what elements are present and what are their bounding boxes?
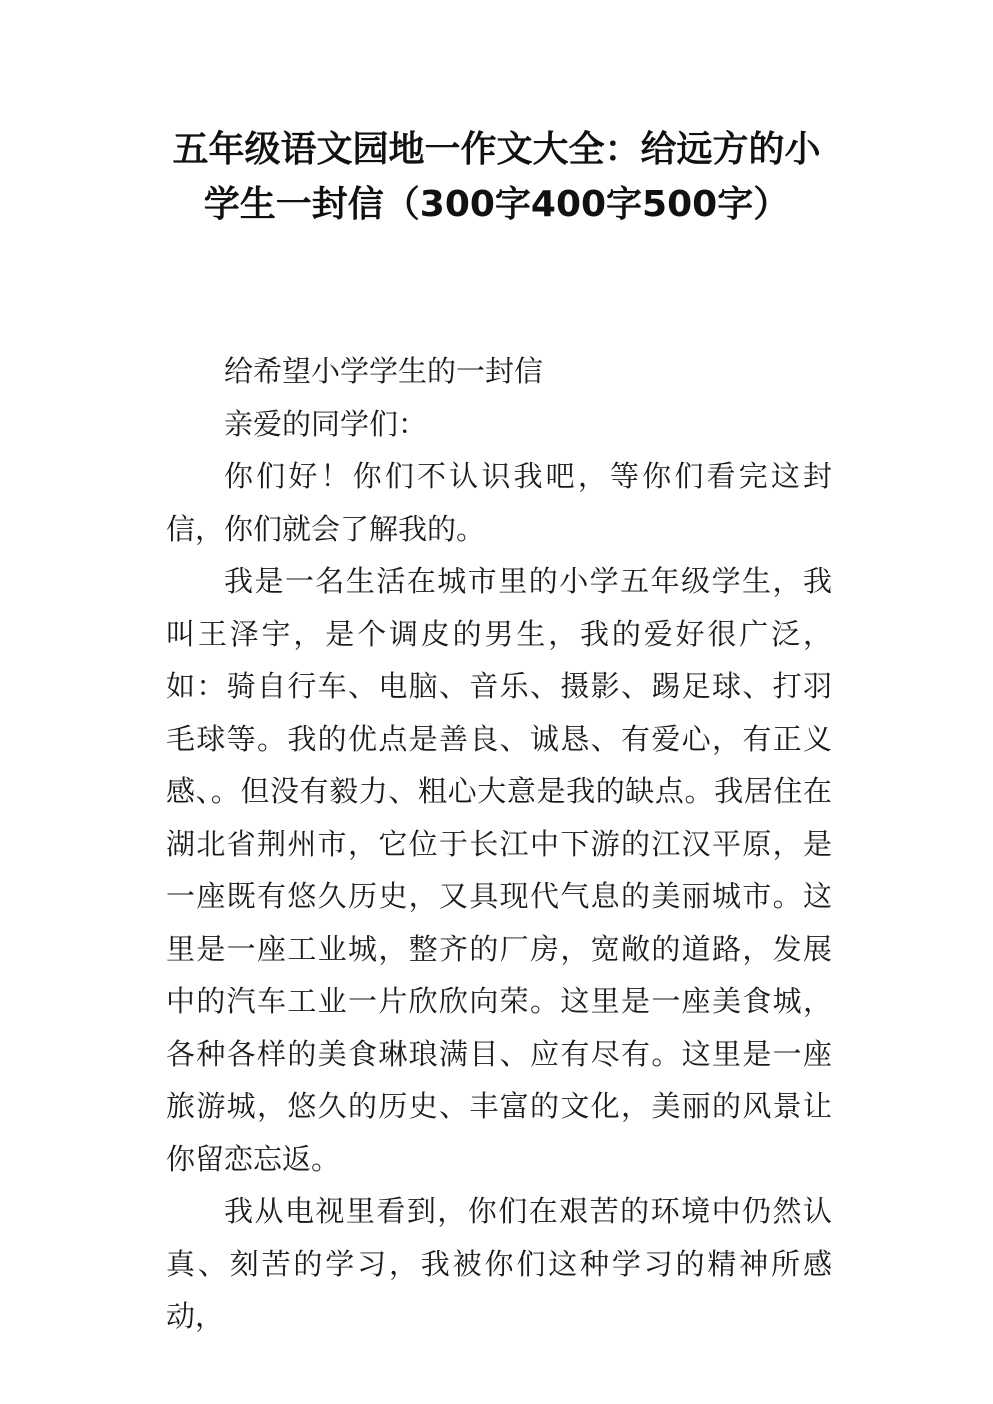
document-title: 五年级语文园地一作文大全：给远方的小学生一封信（300字400字500字）	[172, 129, 821, 225]
body-paragraph: 我是一名生活在城市里的小学五年级学生，我叫王泽宇，是个调皮的男生，我的爱好很广泛，如：骑自行车、电脑、音乐、摄影、踢足球、打羽毛球等。我的优点是善良、诚恳、有爱心，有正义感、。但没有毅力、粗心大意是我的缺点。我居住在湖北省荆州市，它位于长江中下游的江汉平原，是一座既有悠久历史，又具现代气息的美丽城市。这里是一座工业城，整齐的厂房，宽敞的道路，发展中的汽车工业一片欣欣向荣。这里是一座美食城，各种各样的美食琳琅满目、应有尽有。这里是一座旅游城，悠久的历史、丰富的文化，美丽的风景让你留恋忘返。	[166, 564, 832, 1176]
document-body	[166, 345, 832, 1343]
body-paragraph: 我从电视里看到，你们在艰苦的环境中仍然认真、刻苦的学习，我被你们这种学习的精神所感动，	[166, 1194, 832, 1333]
letter-heading: 给希望小学学生的一封信	[224, 354, 544, 388]
body-paragraph: 你们好！你们不认识我吧，等你们看完这封信，你们就会了解我的。	[166, 459, 832, 546]
letter-salutation: 亲爱的同学们：	[224, 406, 428, 441]
